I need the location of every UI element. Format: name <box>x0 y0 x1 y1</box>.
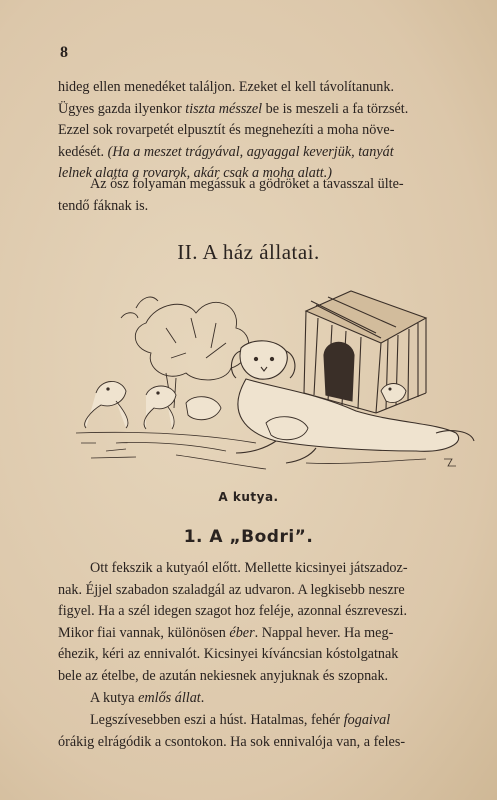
paragraph-mammal <box>58 688 496 710</box>
subsection-title: 1. A „Bodri”. <box>183 527 314 547</box>
text-line: Ügyes gazda ilyenkor tiszta mésszel be is meszeli a fa törzsét. <box>58 100 409 117</box>
section-title: II. A ház állatai. <box>177 240 320 264</box>
emphasis-text: fogaival <box>343 712 391 728</box>
text-line: figyel. Ha a szél idegen szagot hoz feléje, azonnal észreveszi. <box>58 603 408 620</box>
text-line: tendő fáknak is. <box>58 197 149 214</box>
figure-caption: A kutya. <box>218 490 279 504</box>
emphasis-text: tiszta mésszel <box>185 100 263 117</box>
text-line: Ezzel sok rovarpetét elpusztít és megnehezíti a moha növe- <box>58 122 395 139</box>
dog-and-kennel-illustration <box>76 283 476 483</box>
text-line: kedését. (Ha a meszet trágyával, agyaggal keverjük, tanyát <box>58 143 394 160</box>
text-line: A kutya emlős állat. <box>90 690 205 706</box>
paragraph-tree-care <box>58 77 496 185</box>
foliage <box>121 297 249 408</box>
text-line: Mikor fiai vannak, különösen éber. Nappal hever. Ha meg- <box>58 624 394 641</box>
paragraph-bodri-description <box>58 558 496 688</box>
text-line: bele az ételbe, de azután nekiesnek anyjuknak és szopnak. <box>58 667 389 684</box>
paragraph-food <box>58 710 496 753</box>
text-line: Az ősz folyamán megássuk a gödröket a tavasszal ülte- <box>90 176 404 192</box>
text-line: Ott fekszik a kutyaól előtt. Mellette kicsinyei játszadoz- <box>90 560 408 576</box>
text-line: éhezik, kéri az ennivalót. Kicsinyei kíváncsian kóstolgatnak <box>58 646 399 663</box>
text-line: Legszívesebben eszi a húst. Hatalmas, fehér fogaival <box>90 712 391 728</box>
kennel <box>304 291 426 413</box>
paragraph-autumn-pits <box>58 174 496 217</box>
text-line: hideg ellen menedéket találjon. Ezeket el kell távolítanunk. <box>58 79 395 95</box>
text-line: lelnek alatta a rovarok, akár csak a moha alatt.) <box>58 165 332 182</box>
page-number: 8 <box>60 44 68 61</box>
parenthetical-note: (Ha a meszet trágyával, agyaggal keverjük, tanyát <box>107 143 394 160</box>
emphasis-text: emlős állat <box>138 690 201 706</box>
text-line: órákig elrágódik a csontokon. Ha sok ennivalója van, a feles- <box>58 733 406 750</box>
emphasis-text: éber <box>229 624 255 641</box>
text-line: nak. Éjjel szabadon szaladgál az udvaron. A legkisebb neszre <box>58 581 405 598</box>
